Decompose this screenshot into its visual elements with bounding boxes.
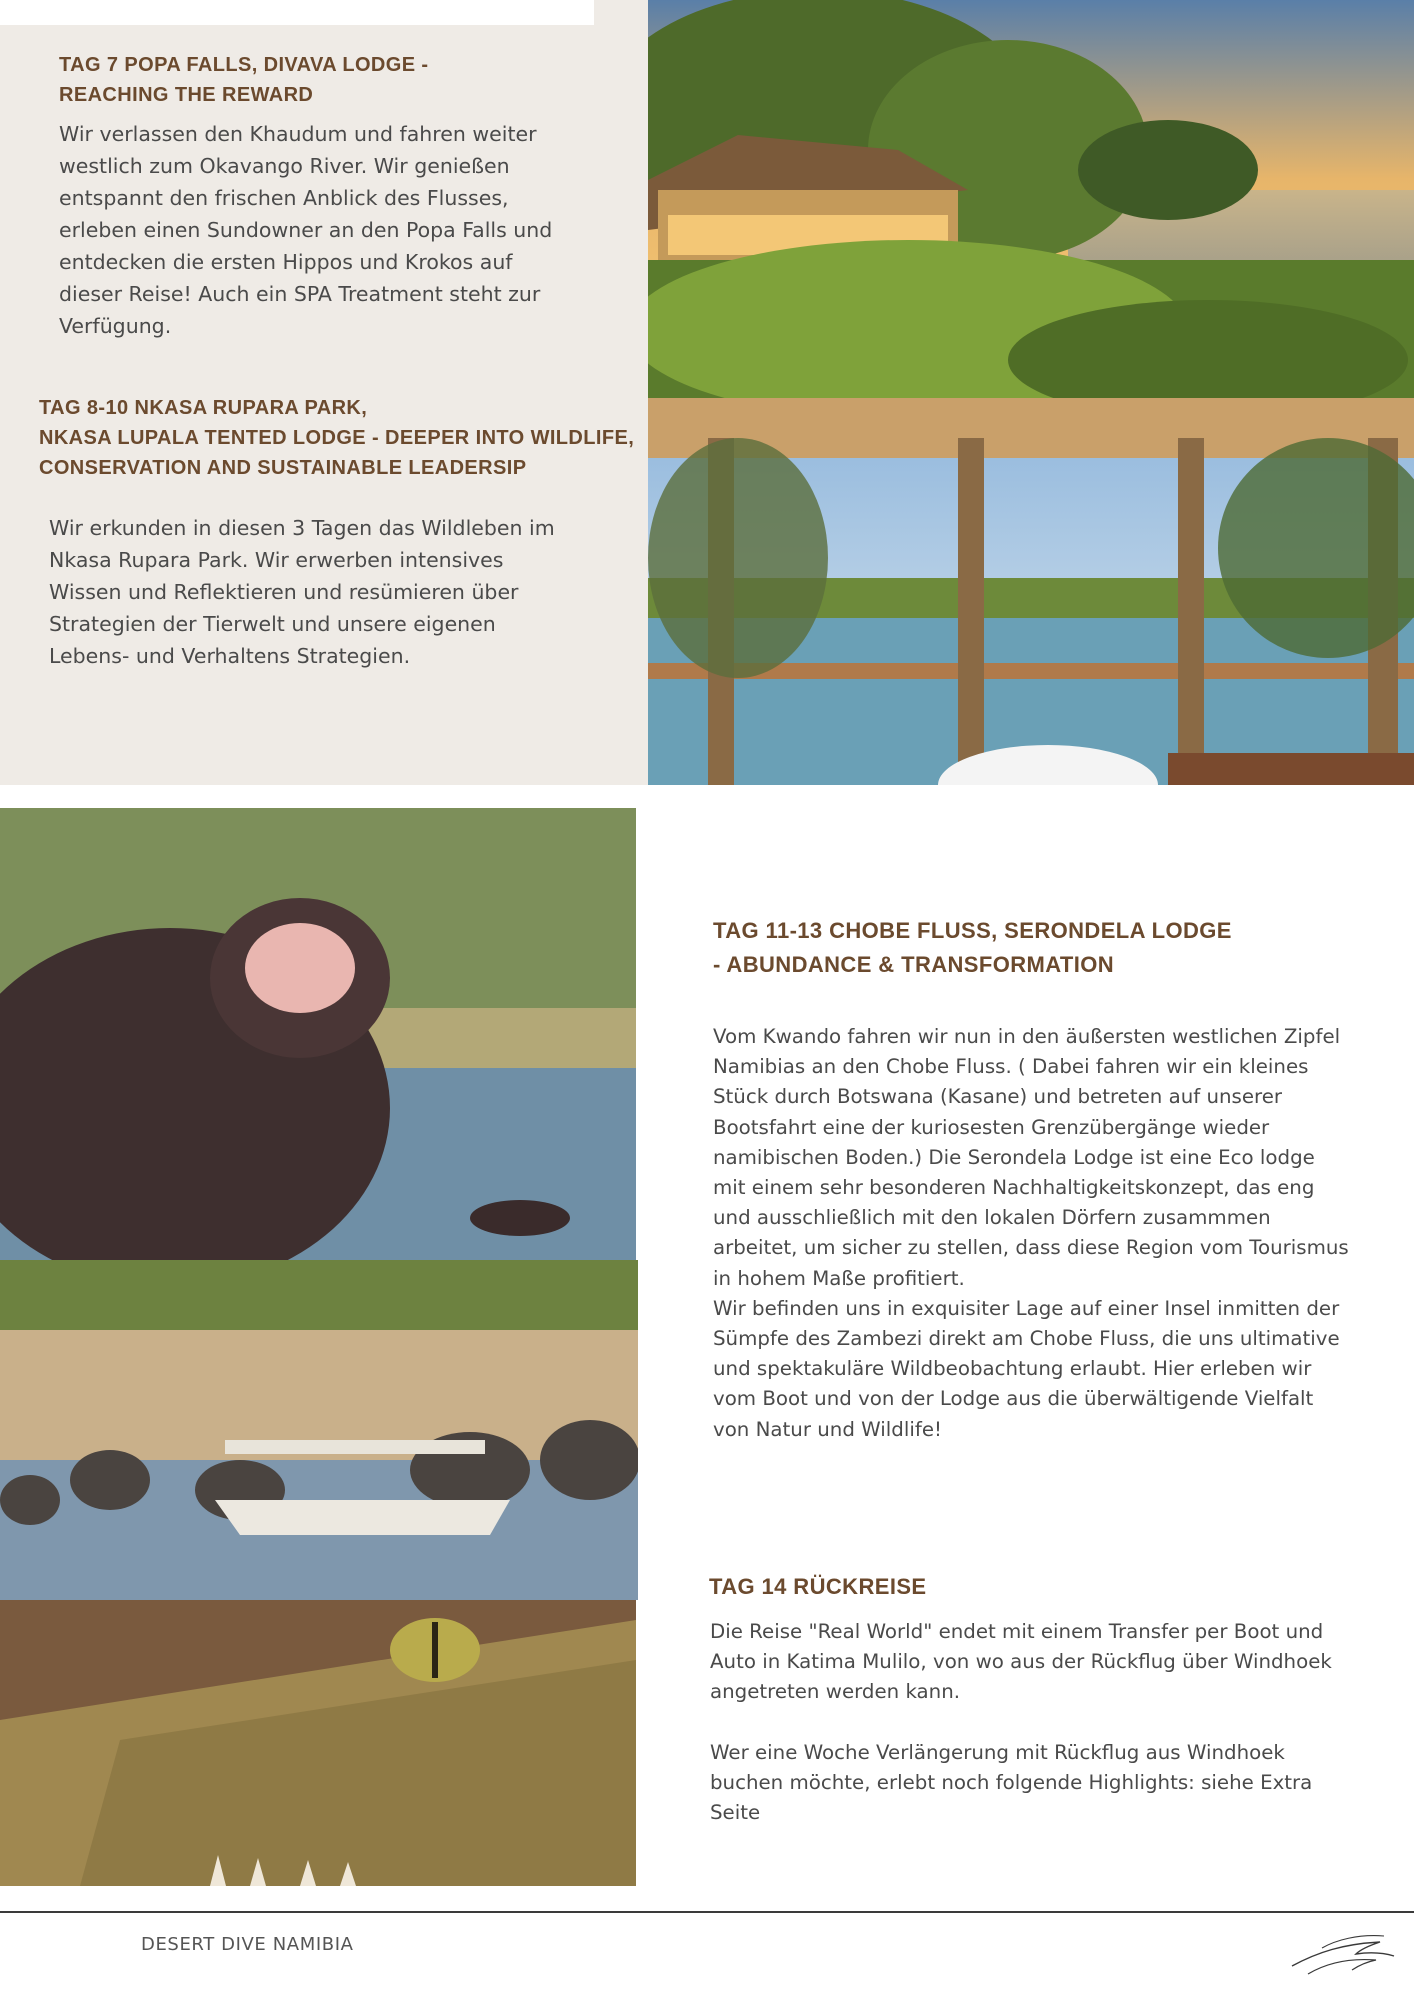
divava-lodge-photo — [648, 0, 1414, 398]
desert-dive-logo-icon — [1288, 1922, 1400, 1982]
chobe-elephants-boat-photo — [0, 1260, 638, 1600]
day7-heading: TAG 7 POPA FALLS, DIVAVA LODGE - REACHING THE REWARD — [59, 54, 429, 106]
day7-body: Wir verlassen den Khaudum und fahren weiter westlich zum Okavango River. Wir genießen entspannt den frischen Anblick des Flusses, erleben einen Sundowner an den Popa Falls und entdecken die ersten Hippos und Krokos auf dieser Reise! Auch ein SPA Treatment steht zur Verfügung. — [59, 122, 553, 338]
day11-13-para2: Wir befinden uns in exquisiter Lage auf einer Insel inmitten der Sümpfe des Zambezi direkt am Chobe Fluss, die uns ultimative und spektakuläre Wildbeobachtung erlaubt. Hier erleben wir vom Boot und von der Lodge aus die überwältigende Vielfalt von Natur und Wildlife! — [713, 1296, 1340, 1441]
footer-brand: DESERT DIVE NAMIBIA — [141, 1934, 354, 1955]
day14-heading: TAG 14 RÜCKREISE — [709, 1574, 927, 1599]
day11-13-heading: TAG 11-13 CHOBE FLUSS, SERONDELA LODGE - ABUNDANCE & TRANSFORMATION — [713, 918, 1232, 977]
hippo-photo — [0, 808, 636, 1260]
day14-para1: Die Reise "Real World" endet mit einem Transfer per Boot und Auto in Katima Mulilo, von wo aus der Rückflug über Windhoek angetreten werden kann. — [710, 1620, 1332, 1704]
day11-13-body — [713, 1022, 1353, 1445]
crocodile-photo — [0, 1600, 636, 1886]
day14-para2: Wer eine Woche Verlängerung mit Rückflug aus Windhoek buchen möchte, erlebt noch folgende Highlights: siehe Extra Seite — [710, 1740, 1313, 1825]
day11-13-para1: Vom Kwando fahren wir nun in den äußersten westlichen Zipfel Namibias an den Chobe Fluss. ( Dabei fahren wir ein kleines Stück durch Botswana (Kasane) und betreten auf unserer Bootsfahrt eine der kuriosesten Grenzübergänge wieder namibischen Boden.) Die Serondela Lodge ist eine Eco lodge mit einem sehr besonderen Nachhaltigkeitskonzept, das eng und ausschließlich mit den lokalen Dörfern zusammmen arbeitet, um sicher zu stellen, dass diese Region vom Tourismus in hohem Maße profitiert. — [713, 1025, 1349, 1290]
day8-10-body: Wir erkunden in diesen 3 Tagen das Wildleben im Nkasa Rupara Park. Wir erwerben intensives Wissen und Reflektieren und resümieren über Strategien der Tierwelt und unsere eigenen Lebens- und Verhaltens Strategien. — [49, 516, 555, 668]
panel-top-strip — [594, 0, 648, 25]
day14-body — [710, 1617, 1350, 1828]
footer-divider — [0, 1911, 1414, 1913]
day8-10-heading: TAG 8-10 NKASA RUPARA PARK, NKASA LUPALA TENTED LODGE - DEEPER INTO WILDLIFE, CONSERVATION AND SUSTAINABLE LEADERSIP — [39, 397, 635, 479]
nkasa-lupala-tent-photo — [648, 398, 1414, 785]
